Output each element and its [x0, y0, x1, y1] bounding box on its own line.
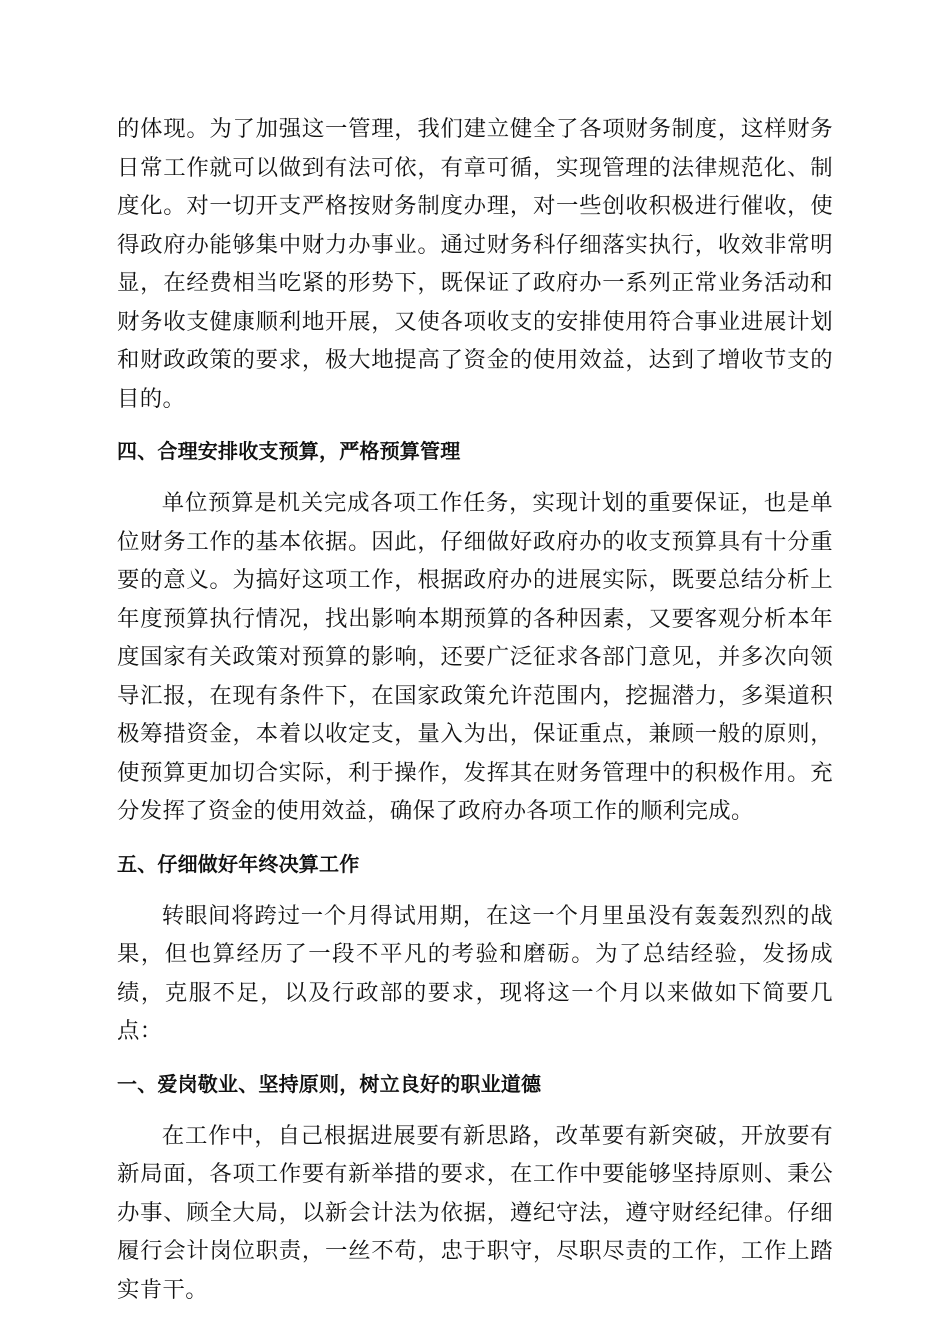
heading-year-end-accounts: 五、仔细做好年终决算工作	[117, 851, 360, 876]
paragraph-budget: 单位预算是机关完成各项工作任务，实现计划的重要保证，也是单位财务工作的基本依据。因此，仔细做好政府办的收支预算具有十分重要的意义。为搞好这项工作，根据政府办的进展实际，既要总结分析上年度预算执行情况，找出影响本期预算的各种因素，又要客观分析本年度国家有关政策对预算的影响，还要广泛征求各部门意见，并多次向领导汇报，在现有条件下，在国家政策允许范围内，挖掘潜力，多渠道积极筹措资金，本着以收定支，量入为出，保证重点，兼顾一般的原则，使预算更加切合实际，利于操作，发挥其在财务管理中的积极作用。充分发挥了资金的使用效益，确保了政府办各项工作的顺利完成。	[117, 490, 833, 824]
heading-professional-ethics: 一、爱岗敬业、坚持原则，树立良好的职业道德	[117, 1071, 542, 1096]
paragraph-probation-summary: 转眼间将跨过一个月得试用期，在这一个月里虽没有轰轰烈烈的战果，但也算经历了一段不平凡的考验和磨砺。为了总结经验，发扬成绩，克服不足，以及行政部的要求，现将这一个月以来做如下简要几点：	[117, 902, 833, 1044]
paragraph-financial-system: 的体现。为了加强这一管理，我们建立健全了各项财务制度，这样财务日常工作就可以做到有法可依，有章可循，实现管理的法律规范化、制度化。对一切开支严格按财务制度办理，对一些创收积极进行催收，使得政府办能够集中财力办事业。通过财务科仔细落实执行，收效非常明显，在经费相当吃紧的形势下，既保证了政府办一系列正常业务活动和财务收支健康顺利地开展，又使各项收支的安排使用符合事业进展计划和财政政策的要求，极大地提高了资金的使用效益，达到了增收节支的目的。	[117, 116, 833, 412]
document-body	[117, 110, 833, 1309]
paragraph-work-principles: 在工作中，自己根据进展要有新思路，改革要有新突破，开放要有新局面，各项工作要有新举措的要求，在工作中要能够坚持原则、秉公办事、顾全大局，以新会计法为依据，遵纪守法，遵守财经纪律。仔细履行会计岗位职责，一丝不苟，忠于职守，尽职尽责的工作，工作上踏实肯干。	[117, 1122, 833, 1303]
heading-budget-management: 四、合理安排收支预算，严格预算管理	[117, 439, 461, 463]
